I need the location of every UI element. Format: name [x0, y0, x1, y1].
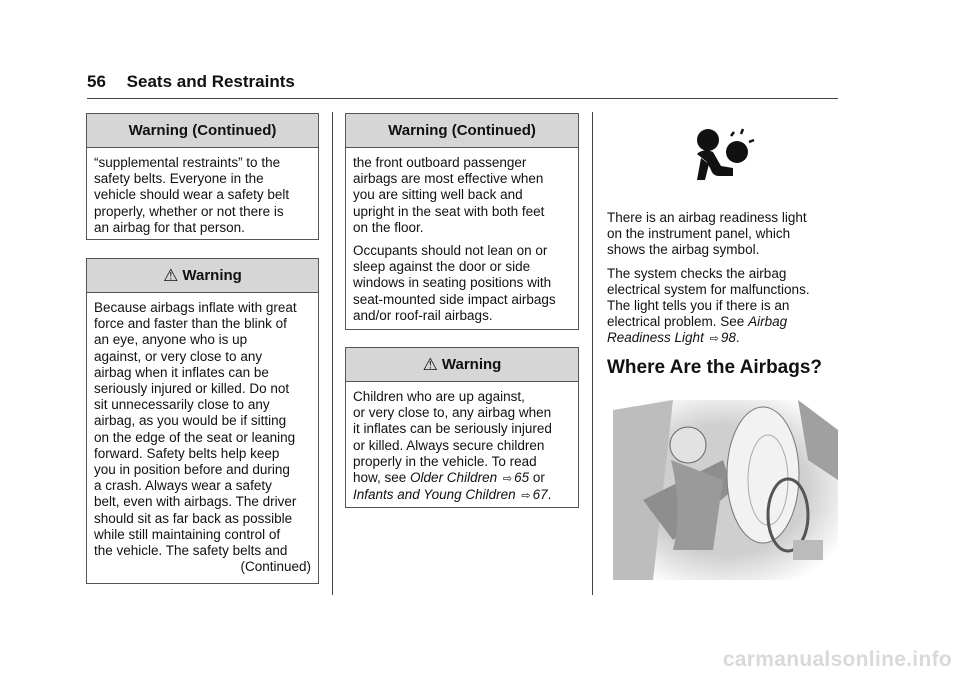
- airbags-heading: Where Are the Airbags?: [607, 357, 823, 378]
- older-children-link[interactable]: Older Children: [410, 470, 498, 486]
- text-line: forward. Safety belts help keep: [94, 445, 280, 461]
- page-ref[interactable]: 67: [532, 487, 548, 503]
- paragraph: [607, 266, 837, 348]
- text-fragment: or: [529, 470, 545, 486]
- page-number: 56: [87, 72, 106, 91]
- text-line: and/or roof-rail airbags.: [353, 307, 493, 323]
- infants-children-link[interactable]: Infants and Young Children: [353, 487, 516, 503]
- text-line: [353, 487, 571, 504]
- text-line: the front outboard passenger: [353, 155, 527, 170]
- text-line: Readiness Light ⇨ 98.: [607, 330, 740, 346]
- page-ref[interactable]: 98: [720, 330, 736, 346]
- airbag-deployment-illustration: [613, 400, 838, 580]
- paragraph: [353, 243, 571, 324]
- box-title-row: [346, 348, 578, 382]
- text-line: Children who are up against,: [353, 389, 525, 404]
- text-line: safety belts. Everyone in the: [94, 171, 264, 187]
- continued-label: (Continued): [240, 559, 311, 575]
- text-line: “supplemental restraints” to the: [94, 155, 281, 170]
- text-line: you in position before and during: [94, 462, 290, 478]
- text-line: on the floor.: [353, 219, 424, 235]
- text-line: [607, 314, 837, 330]
- warning-continued-box-3: [345, 113, 579, 330]
- text-line: [353, 470, 571, 487]
- text-line: the vehicle. The safety belts and: [94, 543, 288, 559]
- watermark: carmanualsonline.info: [722, 648, 952, 671]
- box-body: [87, 148, 318, 241]
- page-ref-arrow-icon: ⇨: [521, 490, 531, 503]
- text-line: seriously injured or killed. Do not: [94, 381, 290, 397]
- text-line: while still maintaining control of: [94, 526, 281, 542]
- text-line: you are sitting well back and: [353, 187, 523, 203]
- text-line: sit unnecessarily close to any: [94, 397, 270, 413]
- box-body: [346, 148, 578, 336]
- text-fragment: electrical problem. See: [607, 314, 749, 330]
- text-line: electrical system for malfunctions.: [607, 281, 810, 297]
- text-line: against, or very close to any: [94, 348, 263, 364]
- page-header: [87, 72, 295, 92]
- text-line: or killed. Always secure children: [353, 437, 545, 453]
- warning-triangle-icon: ⚠: [422, 354, 438, 374]
- paragraph: [607, 210, 837, 259]
- box-title: Warning: [182, 267, 242, 284]
- paragraph: [353, 155, 571, 236]
- text-line: shows the airbag symbol.: [607, 242, 760, 258]
- text-line: an airbag for that person.: [94, 219, 245, 235]
- text-fragment: how, see: [353, 470, 411, 486]
- text-line: should sit as far back as possible: [94, 510, 293, 526]
- page-ref-arrow-icon: ⇨: [709, 333, 719, 346]
- section-title: Seats and Restraints: [126, 72, 295, 91]
- box-title: Warning: [441, 356, 502, 373]
- page-ref[interactable]: 65: [514, 470, 530, 486]
- text-line: The system checks the airbag: [607, 265, 787, 281]
- text-line: an eye, anyone who is up: [94, 332, 248, 348]
- warning-triangle-icon: ⚠: [163, 265, 179, 285]
- text-line: on the instrument panel, which: [607, 226, 791, 242]
- box-title: Warning (Continued): [346, 114, 578, 148]
- text-line: seat-mounted side impact airbags: [353, 291, 556, 307]
- text-line: sleep against the door or side: [353, 259, 531, 275]
- text-line: windows in seating positions with: [353, 275, 552, 291]
- text-line: upright in the seat with both feet: [353, 203, 545, 219]
- column-divider-2: [592, 112, 593, 595]
- page-ref-arrow-icon: ⇨: [502, 473, 513, 486]
- text-line: There is an airbag readiness light: [607, 210, 807, 225]
- text-line: airbag, as you would be if sitting: [94, 413, 287, 429]
- text-line: or very close to, any airbag when: [353, 405, 552, 421]
- text-line: Because airbags inflate with great: [94, 300, 297, 315]
- text-line: airbags are most effective when: [353, 171, 544, 187]
- text-line: properly in the vehicle. To read: [353, 453, 537, 469]
- airbag-readiness-icon: [693, 128, 755, 184]
- header-rule: [87, 98, 838, 99]
- text-line: Occupants should not lean on or: [353, 243, 548, 259]
- text-line: vehicle should wear a safety belt: [94, 187, 290, 203]
- warning-continued-box-1: [86, 113, 319, 240]
- text-line: belt, even with airbags. The driver: [94, 494, 297, 510]
- box-title-row: [87, 259, 318, 293]
- box-title: Warning (Continued): [87, 114, 318, 148]
- text-line: airbag when it inflates can be: [94, 364, 269, 380]
- warning-box-4: [345, 347, 579, 508]
- box-body: [346, 382, 578, 509]
- text-fragment: .: [547, 487, 552, 503]
- text-line: on the edge of the seat or leaning: [94, 429, 296, 445]
- airbag-readiness-text: [607, 210, 837, 355]
- text-line: it inflates can be seriously injured: [353, 421, 552, 437]
- text-line: force and faster than the blink of: [94, 316, 287, 332]
- text-line: properly, whether or not there is: [94, 203, 284, 219]
- airbag-readiness-link[interactable]: Airbag: [748, 314, 788, 330]
- warning-box-2: [86, 258, 319, 584]
- box-body: [87, 293, 318, 580]
- airbag-readiness-link-cont[interactable]: Readiness Light: [607, 330, 704, 346]
- text-line: a crash. Always wear a safety: [94, 478, 272, 494]
- text-line: The light tells you if there is an: [607, 298, 790, 314]
- column-divider-1: [332, 112, 333, 595]
